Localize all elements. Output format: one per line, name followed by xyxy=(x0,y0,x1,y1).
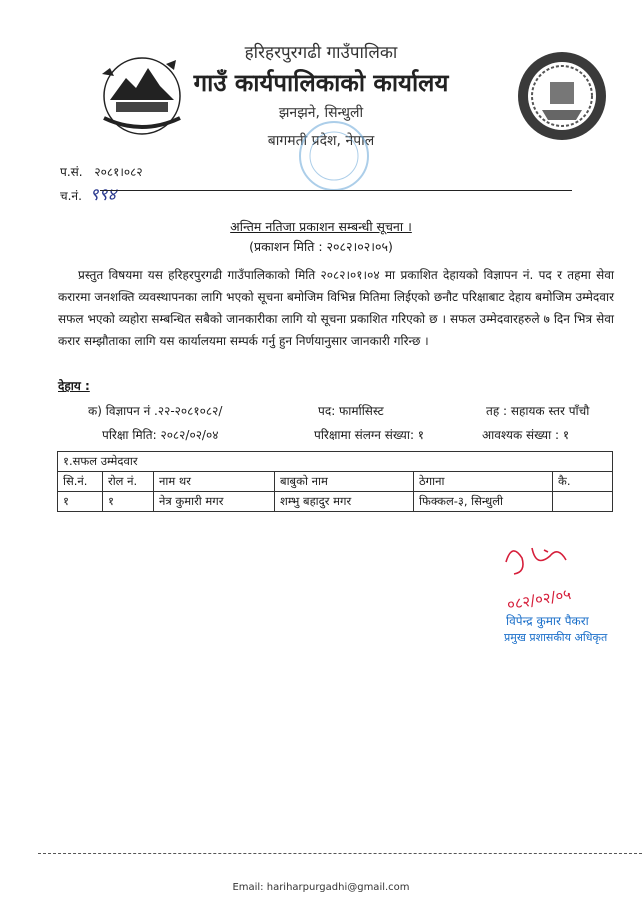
office-place: झनझने, सिन्धुली xyxy=(278,105,364,121)
table-cell: नेत्र कुमारी मगर xyxy=(154,492,275,512)
ad-number: क) विज्ञापन नं .२२-२०८१०८२/ xyxy=(88,404,223,418)
signature-date: ०८२/०२/०५ xyxy=(505,584,573,614)
table-header-cell: बाबुको नाम xyxy=(275,472,414,492)
table-header-cell: ठेगाना xyxy=(414,472,553,492)
table-cell: शम्भु बहादुर मगर xyxy=(275,492,414,512)
dehay-label: देहाय : xyxy=(58,379,90,393)
dispatch-number xyxy=(60,182,116,205)
table-section-title: १.सफल उम्मेदवार xyxy=(58,452,613,472)
ref-cn-value: ९९४ xyxy=(89,185,117,205)
footer-email: Email: hariharpurgadhi@gmail.com xyxy=(232,882,410,893)
table-header-cell: कै. xyxy=(553,472,613,492)
table-cell: १ xyxy=(103,492,154,512)
participant-count: परिक्षामा संलग्न संख्या: १ xyxy=(314,428,425,442)
signer-designation: प्रमुख प्रशासकीय अधिकृत xyxy=(504,631,608,644)
table-cell: १ xyxy=(58,492,103,512)
ref-ps-value: २०८१।०८२ xyxy=(94,165,143,179)
office-province: बागमती प्रदेश, नेपाल xyxy=(267,133,375,149)
office-name: गाउँ कार्यपालिकाको कार्यालय xyxy=(193,69,449,97)
table-header-cell: नाम थर xyxy=(154,472,275,492)
notice-title: अन्तिम नतिजा प्रकाशन सम्बन्धी सूचना । xyxy=(230,219,412,234)
table-header-cell: सि.नं. xyxy=(58,472,103,492)
required-count: आवश्यक संख्या : १ xyxy=(482,428,570,442)
table-cell xyxy=(553,492,613,512)
footer-divider xyxy=(38,853,642,854)
office-stamp-icon xyxy=(296,118,372,194)
reference-number xyxy=(60,163,143,180)
municipality-name: हरिहरपुरगढी गाउँपालिका xyxy=(244,43,398,63)
notice-date: (प्रकाशन मिति : २०८२।०२।०५) xyxy=(249,239,393,254)
post-name: पद: फार्मासिस्ट xyxy=(318,404,384,418)
table-header-row xyxy=(58,472,613,492)
table-row xyxy=(58,492,613,512)
table-header-cell: रोल नं. xyxy=(103,472,154,492)
table-section-row xyxy=(58,452,613,472)
header-divider xyxy=(100,190,572,191)
table-cell: फिक्कल-३, सिन्धुली xyxy=(414,492,553,512)
post-level: तह : सहायक स्तर पाँचौ xyxy=(486,404,590,418)
notice-body: प्रस्तुत विषयमा यस हरिहरपुरगढी गाउँपालिकाको मिति २०८२।०१।०४ मा प्रकाशित देहायको विज्ञापन नं. पद र तहमा सेवा करारमा जनशक्ति व्यवस्थापनका लागि भएको सूचना बमोजिम विभिन्न मितिमा लिईएको छनौट परिक्षाबाट देहाय बमोजिम उम्मेदवार सफल भएको व्यहोरा सम्बन्धित सबैको जानकारीका लागि यो सूचना प्रकाशित गरिएको छ । सफल उम्मेदवारहरुले ७ दिन भित्र सेवा करार सम्झौताका लागि यस कार्यालयमा सम्पर्क गर्नु हुन निर्णयानुसार जानकारी गरिन्छ । xyxy=(58,268,614,348)
ref-ps-label: प.सं. xyxy=(60,165,83,179)
signer-name: विपेन्द्र कुमार पैकरा xyxy=(506,614,589,628)
ref-cn-label: च.नं. xyxy=(60,189,82,203)
results-table xyxy=(57,451,613,512)
exam-date: परिक्षा मिति: २०८२/०२/०४ xyxy=(102,428,219,442)
